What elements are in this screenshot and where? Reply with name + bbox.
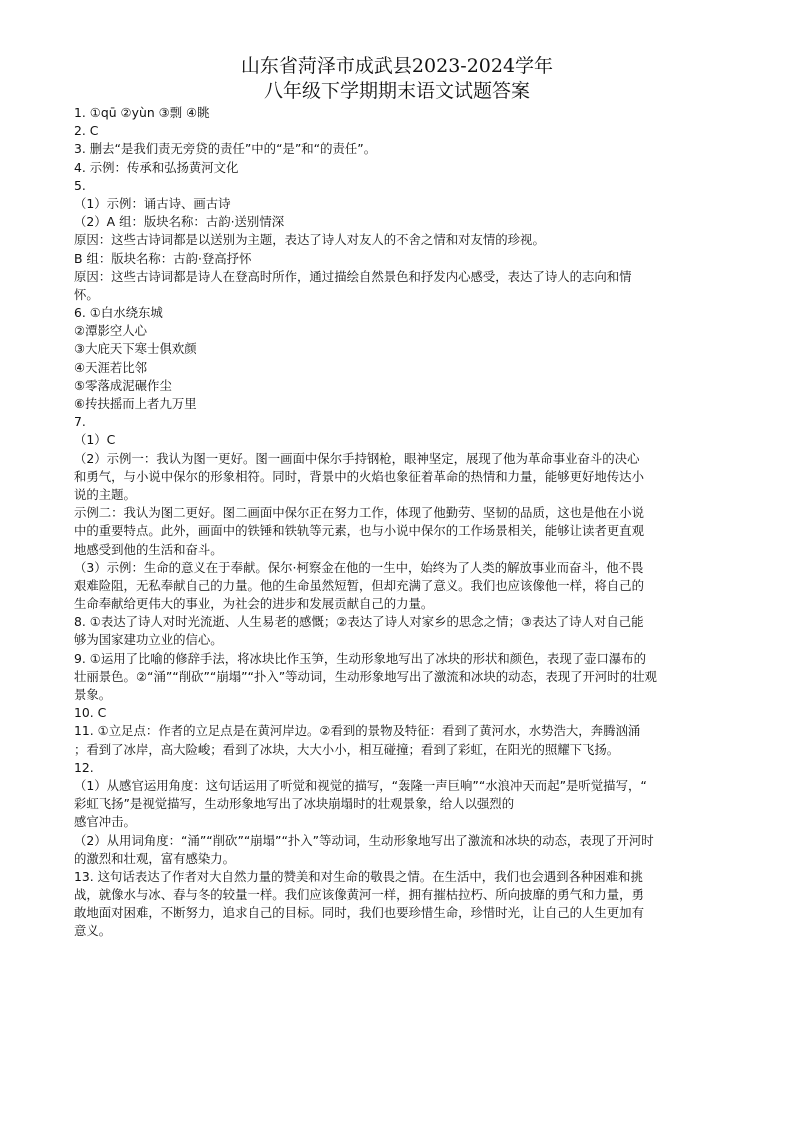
document-title-line-2: 八年级下学期期末语文试题答案 (263, 80, 530, 102)
answer-line: 6. ①白水绕东城 (74, 305, 163, 321)
answer-line: 怀。 (74, 286, 99, 302)
answer-line: 原因：这些古诗词都是以送别为主题，表达了诗人对友人的不舍之情和对友情的珍视。 (74, 232, 545, 248)
answer-line: 原因：这些古诗词都是诗人在登高时所作，通过描绘自然景色和抒发内心感受，表达了诗人的志向和情 (74, 268, 632, 284)
answer-line: 8. ①表达了诗人对时光流逝、人生易老的感慨；②表达了诗人对家乡的思念之情；③表达了诗人对自己能 (74, 614, 644, 630)
answer-line: 5. (74, 177, 86, 193)
answer-line: 说的主题。 (74, 486, 136, 502)
answer-line: 10. C (74, 705, 107, 721)
answer-line: ；看到了冰岸，高大险峻；看到了冰块，大大小小，相互碰撞；看到了彩虹，在阳光的照耀下飞扬。 (74, 741, 620, 757)
answer-line: （2）示例一：我认为图一更好。图一画面中保尔手持钢枪，眼神坚定，展现了他为革命事业奋斗的决心 (74, 450, 640, 466)
answer-line: （3）示例：生命的意义在于奉献。保尔·柯察金在他的一生中，始终为了人类的解放事业而奋斗，他不畏 (74, 559, 644, 575)
answer-line: 壮丽景色。②“涌”“削砍”“崩塌”“扑入”等动词，生动形象地写出了激流和冰块的动态，表现了开河时的壮观 (74, 668, 657, 684)
answer-line: 景象。 (74, 687, 112, 702)
answer-line: （1）C (74, 432, 116, 448)
answer-line: ②潭影空人心 (74, 323, 148, 339)
answer-line: （2）A 组：版块名称：古韵·送别情深 (74, 214, 285, 230)
answer-line: 艰难险阻，无私奉献自己的力量。他的生命虽然短暂，但却充满了意义。我们也应该像他一样，将自己的 (74, 577, 644, 593)
answer-line: B 组：版块名称：古韵·登高抒怀 (74, 250, 252, 266)
answer-line: 11. ①立足点：作者的立足点是在黄河岸边。②看到的景物及特征：看到了黄河水，水势浩大，奔腾汹涌 (74, 723, 641, 739)
answer-line: 12. (74, 759, 94, 775)
answer-line: 战，就像水与冰、春与冬的较量一样。我们应该像黄河一样，拥有摧枯拉朽、所向披靡的勇气和力量，勇 (74, 887, 644, 903)
document-title-line-1: 山东省菏泽市成武县2023-2024学年 (240, 55, 554, 77)
answer-line: 13. 这句话表达了作者对大自然力量的赞美和对生命的敬畏之情。在生活中，我们也会遇到各种困难和挑 (74, 868, 643, 884)
answer-line: 7. (74, 414, 86, 430)
answer-line: 感官冲击。 (74, 814, 136, 830)
answer-line: ⑥抟扶摇而上者九万里 (74, 396, 197, 411)
answer-line: 2. C (74, 123, 99, 139)
answer-line: 1. ①qū ②yùn ③剽 ④眺 (74, 105, 210, 120)
answer-line: 够为国家建功立业的信心。 (74, 632, 223, 648)
answer-line: 地感受到他的生活和奋斗。 (74, 541, 223, 557)
answer-line: 中的重要特点。此外，画面中的铁锤和铁轨等元素，也与小说中保尔的工作场景相关，能够让读者更直观 (74, 523, 644, 539)
answer-line: 的激烈和壮观，富有感染力。 (74, 850, 236, 866)
answer-line: （1）示例：诵古诗、画古诗 (74, 195, 231, 211)
answer-line: （1）从感官运用角度：这句话运用了听觉和视觉的描写，“轰隆一声巨响”“水浪冲天而起”是听觉描写，“ (74, 777, 647, 793)
answer-line: 4. 示例：传承和弘扬黄河文化 (74, 159, 239, 175)
answer-line: 敢地面对困难，不断努力，追求自己的目标。同时，我们也要珍惜生命，珍惜时光，让自己的人生更加有 (74, 905, 644, 921)
answer-line: 3. 删去“是我们责无旁贷的责任”中的“是”和“的责任”。 (74, 141, 377, 157)
answer-line: 和勇气，与小说中保尔的形象相符。同时，背景中的火焰也象征着革命的热情和力量，能够更好地传达小 (74, 468, 644, 484)
answer-line: ③大庇天下寒士俱欢颜 (74, 341, 197, 357)
answer-line: 9. ①运用了比喻的修辞手法，将冰块比作玉笋，生动形象地写出了冰块的形状和颜色，表现了壶口瀑布的 (74, 650, 647, 666)
answer-line: （2）从用词角度：“涌”“削砍”“崩塌”“扑入”等动词，生动形象地写出了激流和冰块的动态，表现了开河时 (74, 832, 654, 848)
answer-line: 示例二：我认为图二更好。图二画面中保尔正在努力工作，体现了他勤劳、坚韧的品质，这也是他在小说 (74, 505, 644, 521)
answer-line: 意义。 (74, 923, 112, 939)
answer-line: ④天涯若比邻 (74, 359, 148, 375)
answer-body (74, 104, 722, 941)
answer-line: ⑤零落成泥碾作尘 (74, 377, 172, 393)
answer-line: 彩虹飞扬”是视觉描写，生动形象地写出了冰块崩塌时的壮观景象，给人以强烈的 (74, 796, 515, 812)
answer-line: 生命奉献给更伟大的事业，为社会的进步和发展贡献自己的力量。 (74, 596, 434, 612)
